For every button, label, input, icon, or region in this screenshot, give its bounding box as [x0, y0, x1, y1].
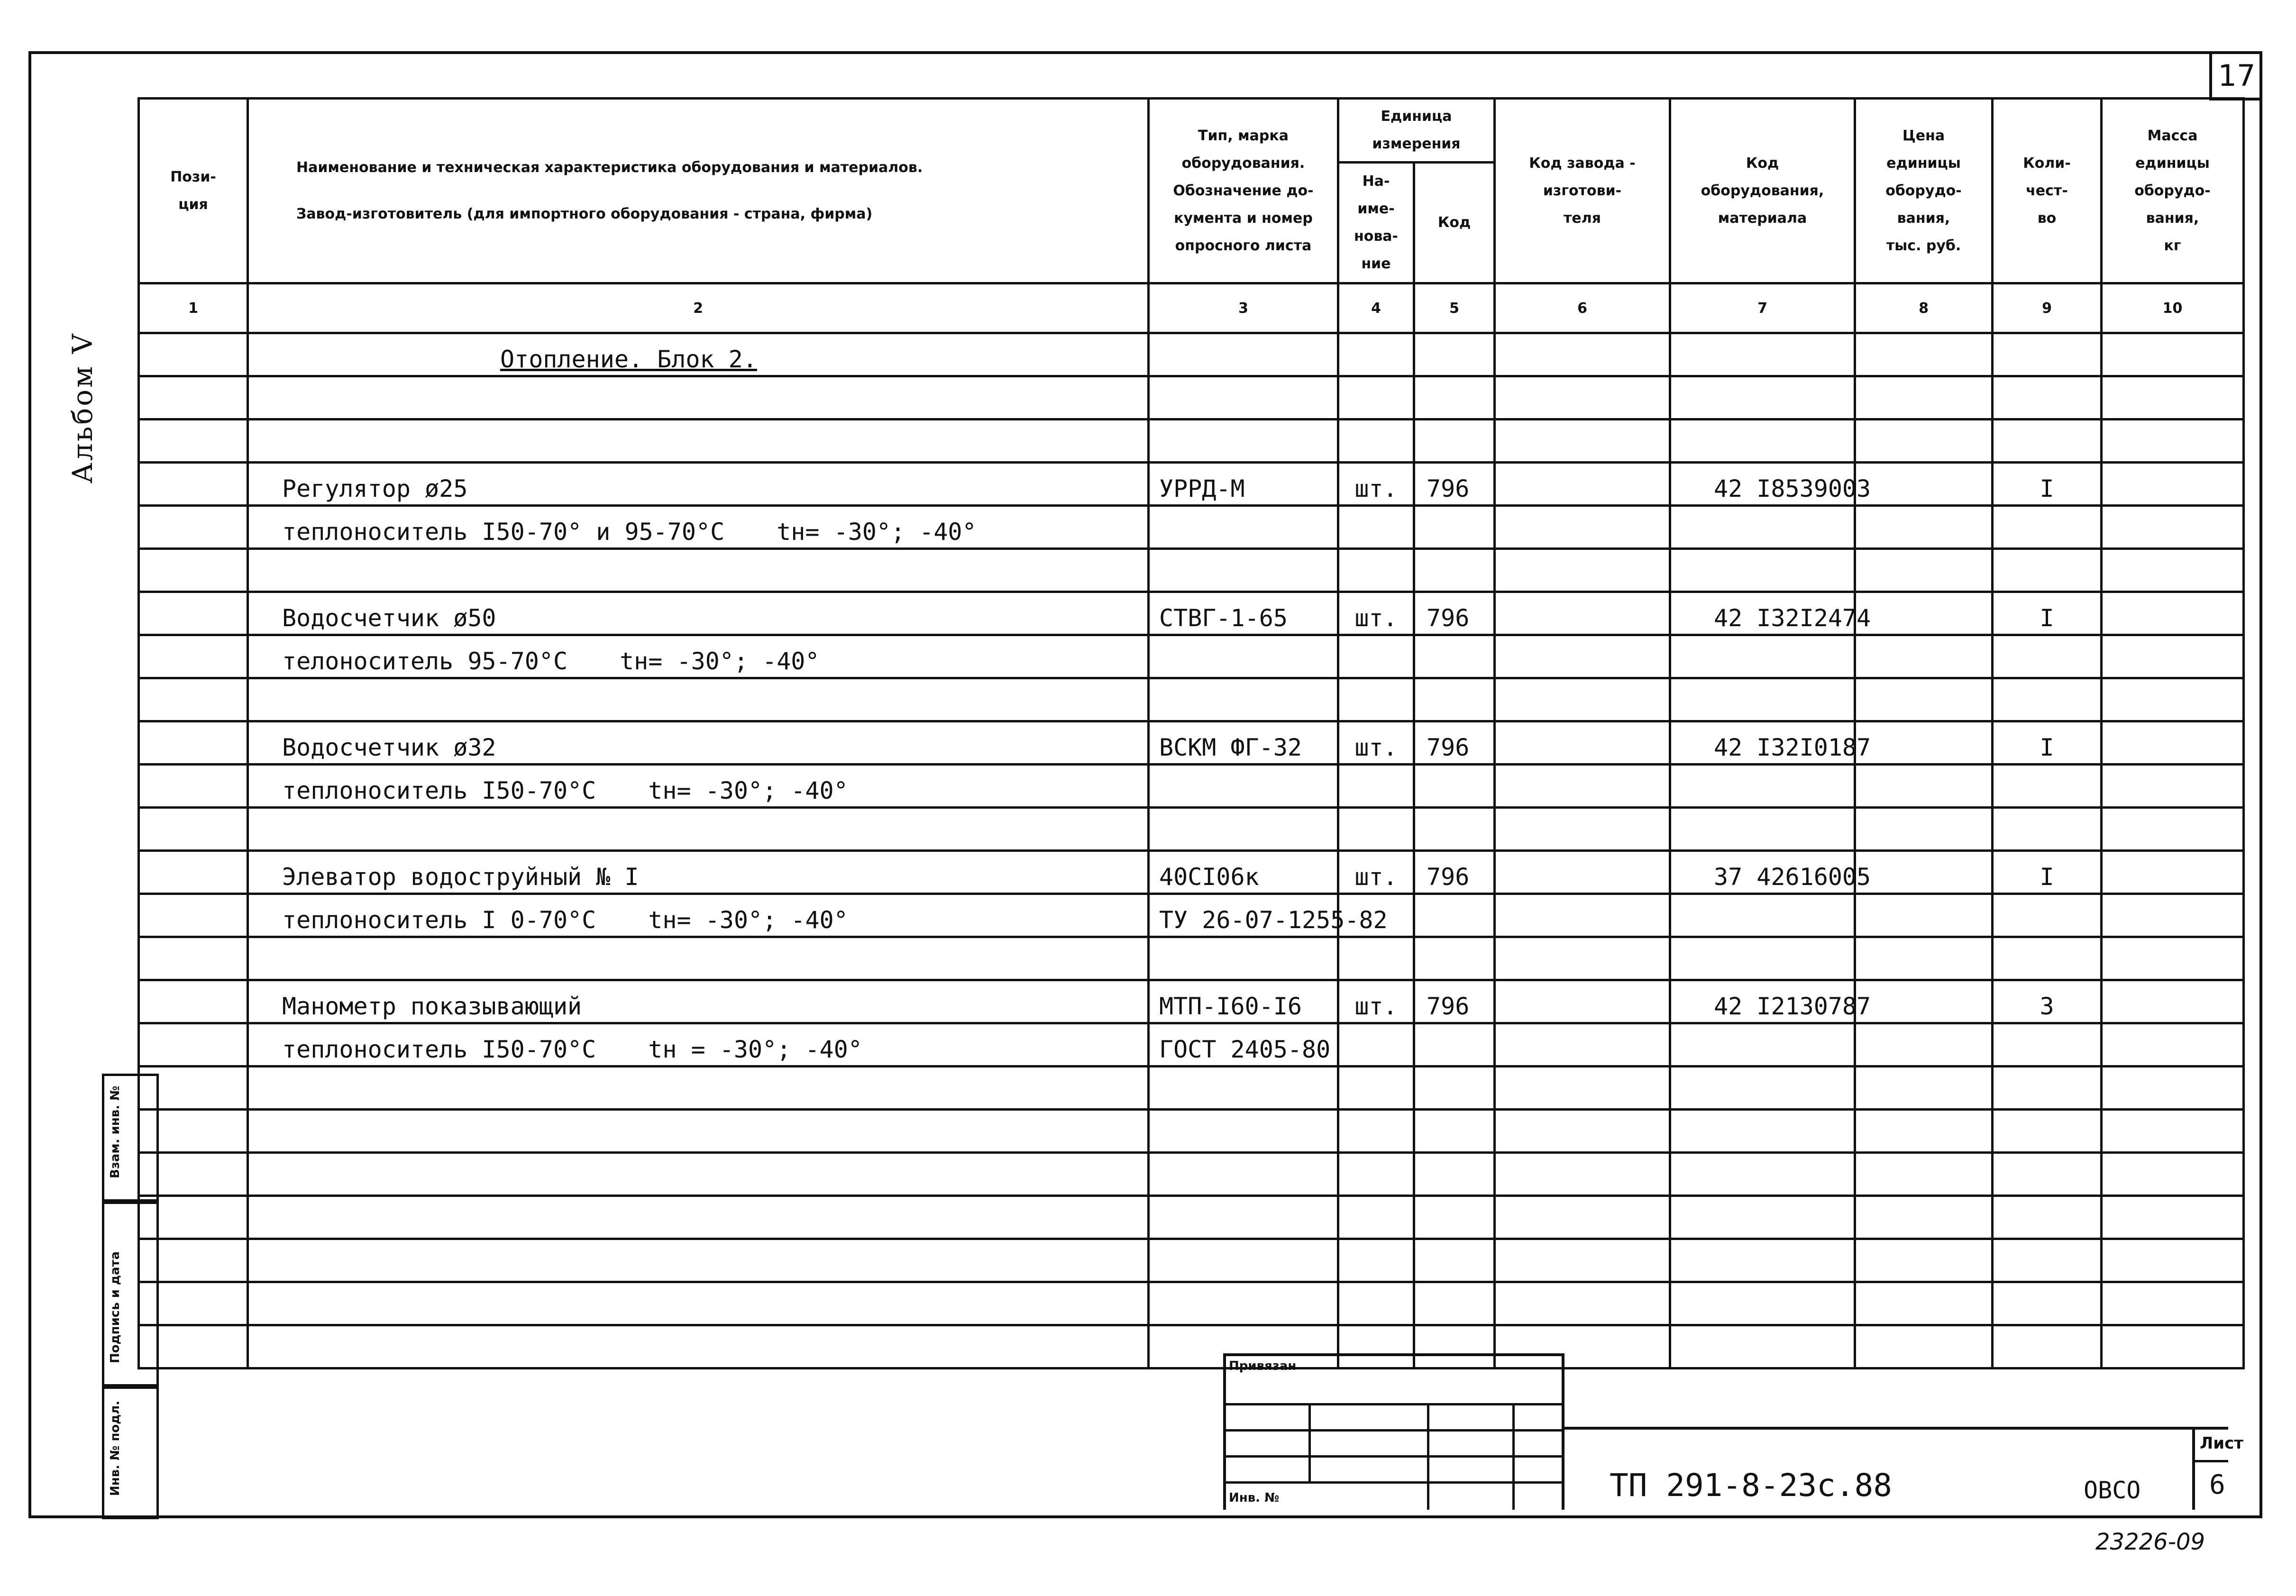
temperature-note: tн= -30°; -40° — [648, 906, 848, 934]
cell-name: теплоноситель I50-70° и 95-70°С tн= -30°; -40° — [248, 506, 1149, 549]
header-unit-code: Код — [1414, 163, 1495, 283]
section-title: Отопление. Блок 2. — [248, 333, 1149, 376]
cell-name: теплоноситель I50-70°С tн= -30°; -40° — [248, 765, 1149, 808]
column-number: 8 — [1855, 283, 1993, 333]
cell-factory-code — [1495, 463, 1670, 506]
cell-quantity — [1993, 765, 2102, 808]
cell-mass — [2102, 376, 2244, 420]
cell-position — [139, 678, 248, 721]
cell-name — [248, 1239, 1149, 1282]
cell-equipment-code — [1670, 1067, 1855, 1110]
temperature-note: tн = -30°; -40° — [648, 1036, 862, 1063]
table-row — [139, 1153, 2244, 1196]
cell-unit-code — [1414, 1110, 1495, 1153]
cell-position — [139, 851, 248, 894]
cell-type — [1149, 678, 1338, 721]
cell-unit-code — [1414, 1196, 1495, 1239]
cell-quantity — [1993, 1023, 2102, 1067]
cell-type — [1149, 808, 1338, 851]
cell-name: Водосчетчик ø32 — [248, 721, 1149, 765]
column-number: 6 — [1495, 283, 1670, 333]
cell-position — [139, 980, 248, 1023]
cell-equipment-code: 37 42616005 — [1670, 851, 1855, 894]
cell-factory-code — [1495, 420, 1670, 463]
cell-quantity — [1993, 1067, 2102, 1110]
cell-equipment-code — [1670, 1153, 1855, 1196]
album-label: Альбом V — [66, 332, 99, 483]
cell-quantity — [1993, 635, 2102, 678]
cell-type — [1149, 1153, 1338, 1196]
cell-equipment-code — [1670, 678, 1855, 721]
cell-mass — [2102, 894, 2244, 937]
cell-unit-code — [1414, 1239, 1495, 1282]
cell-price — [1855, 1282, 1993, 1325]
column-number: 10 — [2102, 283, 2244, 333]
column-number: 9 — [1993, 283, 2102, 333]
cell-equipment-code: 42 I32I0187 — [1670, 721, 1855, 765]
header-row — [139, 99, 2244, 163]
temperature-note: tн= -30°; -40° — [648, 777, 848, 804]
cell-name — [248, 1325, 1149, 1368]
cell-type — [1149, 1282, 1338, 1325]
cell-name — [248, 376, 1149, 420]
table-row — [139, 765, 2244, 808]
cell-unit — [1338, 1023, 1414, 1067]
cell-mass — [2102, 851, 2244, 894]
cell-name — [248, 1196, 1149, 1239]
cell-mass — [2102, 678, 2244, 721]
cell-factory-code — [1495, 1153, 1670, 1196]
cell-unit — [1338, 1067, 1414, 1110]
cell-mass — [2102, 506, 2244, 549]
page-number: 17 — [2209, 53, 2261, 100]
column-number: 3 — [1149, 283, 1338, 333]
cell-equipment-code — [1670, 376, 1855, 420]
cell-factory-code — [1495, 894, 1670, 937]
cell-mass — [2102, 549, 2244, 592]
cell-factory-code — [1495, 765, 1670, 808]
cell-mass — [2102, 1110, 2244, 1153]
cell-type: МТП-I60-I6 — [1149, 980, 1338, 1023]
cell-name — [248, 678, 1149, 721]
cell-type: ГОСТ 2405-80 — [1149, 1023, 1338, 1067]
cell-price — [1855, 1239, 1993, 1282]
cell-unit — [1338, 1196, 1414, 1239]
cell-factory-code — [1495, 678, 1670, 721]
cell-unit — [1338, 549, 1414, 592]
cell-price — [1855, 463, 1993, 506]
cell-type — [1149, 937, 1338, 980]
header-position: Пози- ция — [139, 99, 248, 283]
cell-unit — [1338, 808, 1414, 851]
cell-name: теплоноситель I50-70°С tн = -30°; -40° — [248, 1023, 1149, 1067]
table-row — [139, 894, 2244, 937]
cell-type — [1149, 1196, 1338, 1239]
cell-mass — [2102, 1325, 2244, 1368]
cell-unit — [1338, 376, 1414, 420]
cell-quantity — [1993, 1282, 2102, 1325]
cell-quantity — [1993, 937, 2102, 980]
cell-position — [139, 765, 248, 808]
document-code: ТП 291-8-23с.88 — [1610, 1467, 1893, 1504]
cell-price — [1855, 894, 1993, 937]
cell-quantity — [1993, 808, 2102, 851]
cell-unit-code: 796 — [1414, 592, 1495, 635]
cell-name — [248, 1110, 1149, 1153]
cell-quantity — [1993, 376, 2102, 420]
cell-name — [248, 808, 1149, 851]
cell-price — [1855, 592, 1993, 635]
header-name: Наименование и техническая характеристика оборудования и материалов. Завод-изготовитель (для импортного оборудования - страна, фирма) — [248, 99, 1149, 283]
cell-price — [1855, 1325, 1993, 1368]
table-row — [139, 721, 2244, 765]
cell-factory-code — [1495, 506, 1670, 549]
cell-type: УРРД-М — [1149, 463, 1338, 506]
table-row — [139, 1325, 2244, 1368]
cell-type — [1149, 765, 1338, 808]
cell-equipment-code — [1670, 549, 1855, 592]
cell-factory-code — [1495, 376, 1670, 420]
section-title-row — [139, 333, 2244, 376]
cell-unit-code — [1414, 1067, 1495, 1110]
cell-type: ТУ 26-07-1255-82 — [1149, 894, 1338, 937]
cell-unit-code — [1414, 678, 1495, 721]
table-row — [139, 980, 2244, 1023]
cell-factory-code — [1495, 980, 1670, 1023]
table-row — [139, 506, 2244, 549]
cell-equipment-code — [1670, 808, 1855, 851]
cell-type: ВСКМ ФГ-32 — [1149, 721, 1338, 765]
cell-type — [1149, 1067, 1338, 1110]
cell-unit-code — [1414, 635, 1495, 678]
cell-factory-code — [1495, 808, 1670, 851]
cell-price — [1855, 678, 1993, 721]
cell-type: СТВГ-1-65 — [1149, 592, 1338, 635]
cell-equipment-code — [1670, 1196, 1855, 1239]
cell-position — [139, 1110, 248, 1153]
cell-type — [1149, 376, 1338, 420]
cell-position — [139, 635, 248, 678]
cell-equipment-code: 42 I2130787 — [1670, 980, 1855, 1023]
cell-price — [1855, 1153, 1993, 1196]
cell-factory-code — [1495, 1023, 1670, 1067]
cell-position — [139, 376, 248, 420]
header-factory-code: Код завода - изготови- теля — [1495, 99, 1670, 283]
cell-unit-code — [1414, 506, 1495, 549]
cell-price — [1855, 549, 1993, 592]
cell-unit — [1338, 765, 1414, 808]
cell-factory-code — [1495, 1067, 1670, 1110]
cell-quantity — [1993, 1196, 2102, 1239]
cell-position — [139, 592, 248, 635]
cell-mass — [2102, 635, 2244, 678]
cell-price — [1855, 721, 1993, 765]
cell-type — [1149, 1239, 1338, 1282]
cell-unit-code — [1414, 765, 1495, 808]
inventory-label: Инв. № — [1229, 1491, 1280, 1505]
table-row — [139, 1196, 2244, 1239]
cell-mass — [2102, 1196, 2244, 1239]
cell-factory-code — [1495, 1196, 1670, 1239]
cell-mass — [2102, 980, 2244, 1023]
cell-equipment-code — [1670, 420, 1855, 463]
table-row — [139, 1023, 2244, 1067]
cell-unit-code — [1414, 1153, 1495, 1196]
cell-position — [139, 463, 248, 506]
table-row — [139, 635, 2244, 678]
cell-position — [139, 1023, 248, 1067]
table-row — [139, 376, 2244, 420]
cell-quantity — [1993, 1153, 2102, 1196]
cell-equipment-code — [1670, 894, 1855, 937]
cell-unit-code — [1414, 420, 1495, 463]
side-stamp-label: Взам. инв. № — [108, 1085, 122, 1178]
organization-code: ОВСО — [2084, 1477, 2141, 1504]
cell-position — [139, 549, 248, 592]
cell-unit — [1338, 635, 1414, 678]
cell-equipment-code — [1670, 506, 1855, 549]
cell-position — [139, 1153, 248, 1196]
cell-equipment-code — [1670, 1282, 1855, 1325]
header-unit-name: На- име- нова- ние — [1338, 163, 1414, 283]
table-row — [139, 808, 2244, 851]
cell-unit-code — [1414, 1023, 1495, 1067]
cell-quantity: I — [1993, 851, 2102, 894]
cell-price — [1855, 765, 1993, 808]
cell-unit — [1338, 1282, 1414, 1325]
cell-factory-code — [1495, 1282, 1670, 1325]
cell-price — [1855, 376, 1993, 420]
cell-position — [139, 1067, 248, 1110]
cell-unit — [1338, 1110, 1414, 1153]
column-number: 5 — [1414, 283, 1495, 333]
column-number: 1 — [139, 283, 248, 333]
cell-mass — [2102, 1153, 2244, 1196]
column-number: 2 — [248, 283, 1149, 333]
side-stamp-label: Инв. № подл. — [108, 1400, 122, 1496]
sheet-label: Лист — [2200, 1434, 2243, 1453]
cell-position — [139, 506, 248, 549]
cell-type — [1149, 635, 1338, 678]
cell-unit-code — [1414, 1282, 1495, 1325]
cell-price — [1855, 635, 1993, 678]
cell-factory-code — [1495, 549, 1670, 592]
header-quantity: Коли- чест- во — [1993, 99, 2102, 283]
cell-mass — [2102, 937, 2244, 980]
cell-unit: шт. — [1338, 592, 1414, 635]
cell-quantity: I — [1993, 592, 2102, 635]
cell-name: Регулятор ø25 — [248, 463, 1149, 506]
table-row — [139, 549, 2244, 592]
table-row — [139, 1239, 2244, 1282]
cell-quantity: 3 — [1993, 980, 2102, 1023]
cell-unit-code — [1414, 937, 1495, 980]
cell-unit — [1338, 678, 1414, 721]
cell-name — [248, 1153, 1149, 1196]
cell-name — [248, 1067, 1149, 1110]
header-price: Цена единицы оборудо- вания, тыс. руб. — [1855, 99, 1993, 283]
table-row — [139, 678, 2244, 721]
cell-position — [139, 894, 248, 937]
column-number: 4 — [1338, 283, 1414, 333]
cell-unit-code: 796 — [1414, 980, 1495, 1023]
cell-unit-code — [1414, 376, 1495, 420]
cell-equipment-code — [1670, 1325, 1855, 1368]
cell-position — [139, 937, 248, 980]
cell-mass — [2102, 1282, 2244, 1325]
cell-name: Элеватор водоструйный № I — [248, 851, 1149, 894]
cell-price — [1855, 1023, 1993, 1067]
cell-unit: шт. — [1338, 463, 1414, 506]
table-row — [139, 937, 2244, 980]
sheet-value: 6 — [2209, 1469, 2225, 1500]
header-unit-group: Единица измерения — [1338, 99, 1495, 163]
table-row — [139, 592, 2244, 635]
column-number-row — [139, 283, 2244, 333]
cell-mass — [2102, 420, 2244, 463]
cell-position — [139, 1196, 248, 1239]
cell-unit-code — [1414, 808, 1495, 851]
cell-price — [1855, 1110, 1993, 1153]
cell-mass — [2102, 463, 2244, 506]
cell-type — [1149, 420, 1338, 463]
column-number: 7 — [1670, 283, 1855, 333]
cell-factory-code — [1495, 592, 1670, 635]
cell-type — [1149, 549, 1338, 592]
header-equipment-code: Код оборудования, материала — [1670, 99, 1855, 283]
cell-unit — [1338, 420, 1414, 463]
cell-equipment-code: 42 I32I2474 — [1670, 592, 1855, 635]
cell-quantity — [1993, 1239, 2102, 1282]
cell-price — [1855, 506, 1993, 549]
table-row — [139, 1067, 2244, 1110]
cell-price — [1855, 980, 1993, 1023]
cell-equipment-code — [1670, 765, 1855, 808]
cell-unit — [1338, 1153, 1414, 1196]
cell-position — [139, 808, 248, 851]
cell-name — [248, 937, 1149, 980]
cell-quantity — [1993, 894, 2102, 937]
cell-name: теплоноситель I 0-70°С tн= -30°; -40° — [248, 894, 1149, 937]
cell-quantity — [1993, 1110, 2102, 1153]
cell-type — [1149, 506, 1338, 549]
cell-factory-code — [1495, 1239, 1670, 1282]
cell-name: Водосчетчик ø50 — [248, 592, 1149, 635]
cell-unit-code — [1414, 549, 1495, 592]
specification-table — [137, 97, 2245, 1369]
cell-quantity: I — [1993, 721, 2102, 765]
cell-factory-code — [1495, 635, 1670, 678]
cell-name: телоноситель 95-70°С tн= -30°; -40° — [248, 635, 1149, 678]
cell-equipment-code — [1670, 635, 1855, 678]
cell-equipment-code — [1670, 1023, 1855, 1067]
cell-factory-code — [1495, 937, 1670, 980]
cell-factory-code — [1495, 1110, 1670, 1153]
cell-equipment-code — [1670, 1110, 1855, 1153]
temperature-note: tн= -30°; -40° — [620, 648, 820, 675]
cell-unit — [1338, 1239, 1414, 1282]
cell-position — [139, 1282, 248, 1325]
table-row — [139, 1110, 2244, 1153]
cell-position — [139, 420, 248, 463]
cell-mass — [2102, 592, 2244, 635]
cell-quantity — [1993, 678, 2102, 721]
cell-unit-code: 796 — [1414, 463, 1495, 506]
cell-name — [248, 549, 1149, 592]
cell-type: 40СI06к — [1149, 851, 1338, 894]
cell-mass — [2102, 1067, 2244, 1110]
cell-quantity — [1993, 549, 2102, 592]
binding-label: Привязан — [1229, 1359, 1297, 1373]
cell-mass — [2102, 1023, 2244, 1067]
cell-quantity: I — [1993, 463, 2102, 506]
cell-position — [139, 1239, 248, 1282]
table-row — [139, 851, 2244, 894]
cell-position — [139, 721, 248, 765]
cell-mass — [2102, 1239, 2244, 1282]
cell-price — [1855, 808, 1993, 851]
table-row — [139, 463, 2244, 506]
cell-mass — [2102, 808, 2244, 851]
cell-position — [139, 1325, 248, 1368]
cell-price — [1855, 1196, 1993, 1239]
cell-equipment-code: 42 I8539003 — [1670, 463, 1855, 506]
cell-price — [1855, 937, 1993, 980]
cell-name — [248, 1282, 1149, 1325]
header-type: Тип, марка оборудования. Обозначение до- кумента и номер опросного листа — [1149, 99, 1338, 283]
cell-unit: шт. — [1338, 980, 1414, 1023]
cell-factory-code — [1495, 851, 1670, 894]
header-mass: Масса единицы оборудо- вания, кг — [2102, 99, 2244, 283]
cell-name: Манометр показывающий — [248, 980, 1149, 1023]
cell-price — [1855, 420, 1993, 463]
cell-type — [1149, 1110, 1338, 1153]
cell-unit-code — [1414, 894, 1495, 937]
table-row — [139, 1282, 2244, 1325]
cell-unit — [1338, 506, 1414, 549]
cell-equipment-code — [1670, 1239, 1855, 1282]
cell-price — [1855, 851, 1993, 894]
cell-unit: шт. — [1338, 721, 1414, 765]
cell-quantity — [1993, 420, 2102, 463]
table-row — [139, 420, 2244, 463]
cell-unit — [1338, 937, 1414, 980]
cell-mass — [2102, 765, 2244, 808]
side-stamp-label: Подпись и дата — [108, 1251, 122, 1363]
cell-quantity — [1993, 506, 2102, 549]
cell-equipment-code — [1670, 937, 1855, 980]
cell-price — [1855, 1067, 1993, 1110]
cell-factory-code — [1495, 721, 1670, 765]
cell-name — [248, 420, 1149, 463]
cell-unit-code: 796 — [1414, 851, 1495, 894]
binding-stamp — [1223, 1353, 1564, 1510]
temperature-note: tн= -30°; -40° — [777, 518, 977, 546]
archive-number: 23226-09 — [2095, 1529, 2205, 1555]
cell-quantity — [1993, 1325, 2102, 1368]
cell-unit: шт. — [1338, 851, 1414, 894]
cell-unit-code: 796 — [1414, 721, 1495, 765]
cell-mass — [2102, 721, 2244, 765]
side-stamp-original-inv — [102, 1386, 159, 1519]
